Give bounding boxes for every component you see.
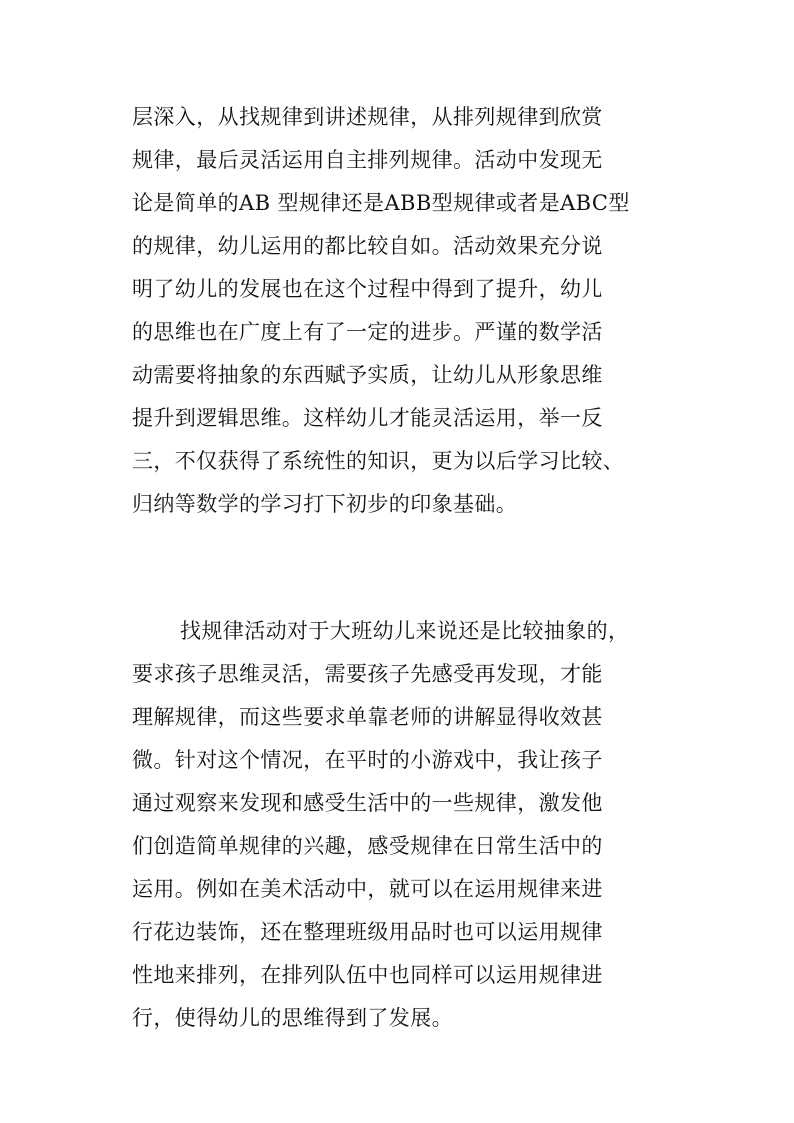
text-line: 三，不仅获得了系统性的知识，更为以后学习比较、 (132, 449, 625, 473)
text-line: 行花边装饰，还在整理班级用品时也可以运用规律 (132, 920, 603, 944)
text-line: 行，使得幼儿的思维得到了发展。 (132, 1006, 453, 1030)
text-line: 层深入，从找规律到讲述规律，从排列规律到欣赏 (132, 105, 603, 129)
text-line: 微。针对这个情况，在平时的小游戏中，我让孩子 (132, 748, 603, 772)
text-line: 明了幼儿的发展也在这个过程中得到了提升，幼儿 (132, 277, 603, 301)
text-line: 们创造简单规律的兴趣，感受规律在日常生活中的 (132, 834, 603, 858)
text-line: 运用。例如在美术活动中，就可以在运用规律来进 (132, 877, 603, 901)
text-line: 性地来排列，在排列队伍中也同样可以运用规律进 (132, 963, 603, 987)
text-line: 通过观察来发现和感受生活中的一些规律，激发他 (132, 791, 603, 815)
text-line: 要求孩子思维灵活，需要孩子先感受再发现，才能 (132, 662, 603, 686)
text-line: 论是简单的AB 型规律还是ABB型规律或者是ABC型 (132, 191, 630, 215)
text-line: 规律，最后灵活运用自主排列规律。活动中发现无 (132, 148, 603, 172)
text-line: 理解规律，而这些要求单靠老师的讲解显得收效甚 (132, 705, 603, 729)
text-line: 的规律，幼儿运用的都比较自如。活动效果充分说 (132, 234, 603, 258)
text-line: 归纳等数学的学习打下初步的印象基础。 (132, 492, 518, 516)
text-line: 找规律活动对于大班幼儿来说还是比较抽象的， (180, 619, 630, 643)
text-line: 的思维也在广度上有了一定的进步。严谨的数学活 (132, 320, 603, 344)
text-line: 动需要将抽象的东西赋予实质，让幼儿从形象思维 (132, 363, 603, 387)
text-line: 提升到逻辑思维。这样幼儿才能灵活运用，举一反 (132, 406, 603, 430)
